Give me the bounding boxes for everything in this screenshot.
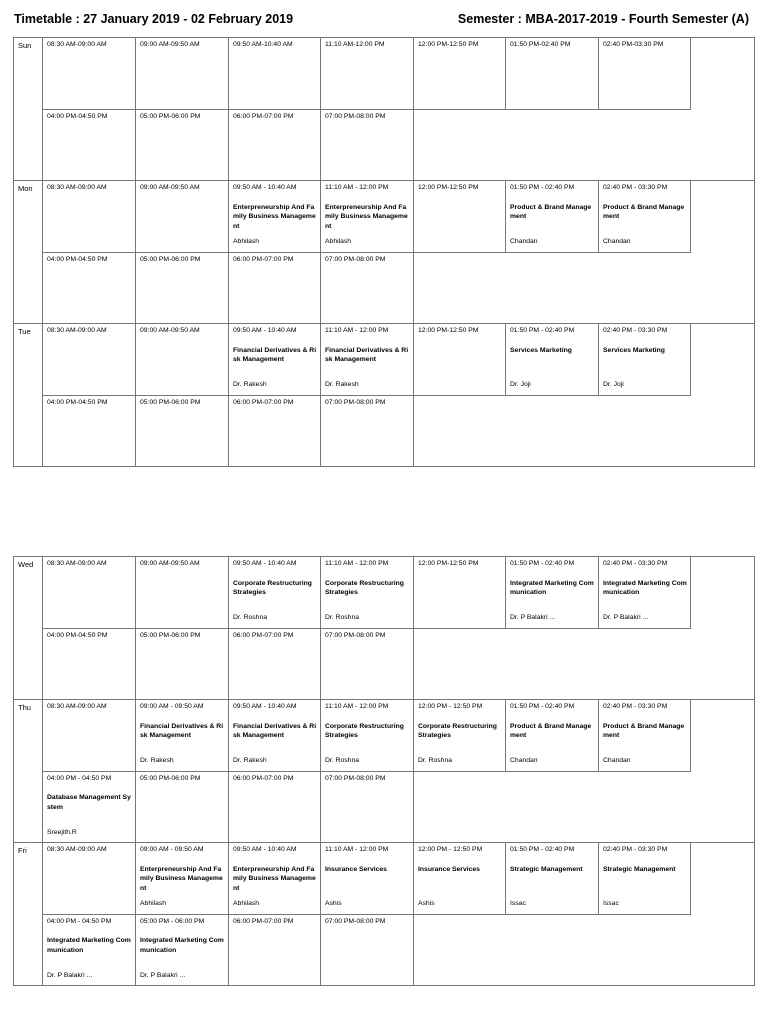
teacher-name: Dr. Joji <box>510 381 531 388</box>
grid-line <box>413 252 414 325</box>
class-slot <box>510 845 595 913</box>
semester-title: Semester : MBA-2017-2019 - Fourth Semester (A) <box>457 12 749 26</box>
grid-line <box>598 37 599 110</box>
time-slot <box>325 917 410 985</box>
grid-line <box>135 323 136 396</box>
slot-time: 12:00 PM-12:50 PM <box>418 327 479 334</box>
grid-line <box>135 37 136 110</box>
grid-line <box>320 109 321 182</box>
class-slot <box>325 845 410 913</box>
teacher-name: Dr. Rakesh <box>325 381 359 388</box>
slot-time: 12:00 PM - 12:50 PM <box>418 846 483 853</box>
subject-name: Services Marketing <box>603 346 665 354</box>
grid-line <box>13 556 14 986</box>
grid-line <box>320 842 321 915</box>
subject-name: Insurance Services <box>418 865 480 873</box>
teacher-name: Dr. P Balakri ... <box>140 971 186 979</box>
slot-time: 09:50 AM - 10:40 AM <box>233 184 297 191</box>
grid-line <box>598 323 599 396</box>
grid-line <box>135 771 136 844</box>
slot-time: 07:00 PM-08:00 PM <box>325 631 386 639</box>
grid-line <box>42 252 691 253</box>
slot-time: 12:00 PM-12:50 PM <box>418 184 479 191</box>
time-slot <box>47 398 132 466</box>
slot-time: 11:10 AM - 12:00 PM <box>325 327 389 334</box>
grid-line <box>228 37 229 110</box>
time-slot <box>47 255 132 323</box>
slot-time: 07:00 PM-08:00 PM <box>325 255 386 263</box>
grid-line <box>13 556 755 557</box>
slot-time: 09:50 AM - 10:40 AM <box>233 846 297 853</box>
slot-time: 02:40 PM - 03:30 PM <box>603 327 668 334</box>
time-slot <box>140 398 225 466</box>
teacher-name: Issac <box>510 900 526 907</box>
slot-time: 11:10 AM - 12:00 PM <box>325 560 389 567</box>
slot-time: 01:50 PM - 02:40 PM <box>510 703 575 710</box>
time-slot <box>140 40 225 108</box>
time-slot <box>140 112 225 180</box>
slot-time: 11:10 AM-12:00 PM <box>325 41 385 48</box>
time-slot <box>47 631 132 699</box>
class-slot <box>140 917 225 985</box>
grid-line <box>228 771 229 844</box>
grid-line <box>13 699 755 700</box>
slot-time: 11:10 AM - 12:00 PM <box>325 703 389 710</box>
slot-time: 09:00 AM - 09:50 AM <box>140 846 204 853</box>
subject-name: Corporate Restructuring Strategies <box>233 579 312 596</box>
slot-time: 11:10 AM - 12:00 PM <box>325 184 389 191</box>
grid-line <box>505 842 506 915</box>
time-slot <box>603 40 687 108</box>
time-slot <box>47 183 132 251</box>
teacher-name: Dr. Rakesh <box>233 381 267 388</box>
time-slot <box>233 631 317 699</box>
slot-time: 08:30 AM-09:00 AM <box>47 327 107 334</box>
slot-time: 02:40 PM - 03:30 PM <box>603 184 668 191</box>
grid-line <box>228 628 229 701</box>
class-slot <box>510 183 595 251</box>
slot-time: 08:30 AM-09:00 AM <box>47 560 107 567</box>
teacher-name: Dr. P Balakri ... <box>603 614 649 621</box>
slot-time: 04:00 PM-04:50 PM <box>47 631 108 639</box>
subject-name: Services Marketing <box>510 346 572 354</box>
grid-line <box>228 109 229 182</box>
class-slot <box>140 702 225 770</box>
subject-name: Financial Derivatives & Risk Management <box>325 346 409 363</box>
slot-time: 06:00 PM-07:00 PM <box>233 255 294 263</box>
subject-name: Corporate Restructuring Strategies <box>418 722 497 739</box>
time-slot <box>233 112 317 180</box>
time-slot <box>233 917 317 985</box>
grid-line <box>413 556 414 629</box>
grid-line <box>413 628 414 701</box>
subject-name: Product & Brand Management <box>510 203 592 220</box>
grid-line <box>135 556 136 629</box>
class-slot <box>325 183 410 251</box>
grid-line <box>754 556 755 986</box>
subject-name: Integrated Marketing Communication <box>140 937 224 954</box>
grid-line <box>135 699 136 772</box>
slot-time: 04:00 PM-04:50 PM <box>47 112 108 120</box>
grid-line <box>228 699 229 772</box>
time-slot <box>325 398 410 466</box>
time-slot <box>47 702 132 770</box>
slot-time: 01:50 PM - 02:40 PM <box>510 846 575 853</box>
grid-line <box>13 842 755 843</box>
slot-time: 08:30 AM-09:00 AM <box>47 703 107 710</box>
subject-name: Enterpreneurship And Family Business Management <box>233 865 316 892</box>
grid-line <box>505 323 506 396</box>
teacher-name: Dr. Roshna <box>233 614 268 621</box>
time-slot <box>140 774 225 842</box>
grid-line <box>228 556 229 629</box>
grid-line <box>690 180 691 253</box>
teacher-name: Abhilash <box>325 238 352 245</box>
grid-line <box>228 914 229 987</box>
grid-line <box>505 699 506 772</box>
grid-line <box>13 37 14 467</box>
grid-line <box>690 37 691 110</box>
time-slot <box>418 326 502 394</box>
time-slot <box>233 40 317 108</box>
day-label: Sun <box>18 41 32 50</box>
teacher-name: Dr. Roshna <box>325 614 360 621</box>
class-slot <box>603 702 687 770</box>
time-slot <box>418 183 502 251</box>
grid-line <box>598 180 599 253</box>
class-slot <box>603 559 687 627</box>
grid-line <box>598 556 599 629</box>
teacher-name: Chandan <box>510 238 538 245</box>
teacher-name: Dr. P Balakri ... <box>47 971 93 979</box>
day-label: Tue <box>18 327 31 336</box>
slot-time: 09:50 AM-10:40 AM <box>233 41 293 48</box>
time-slot <box>47 559 132 627</box>
class-slot <box>233 326 317 394</box>
grid-line <box>413 180 414 253</box>
slot-time: 09:50 AM - 10:40 AM <box>233 327 297 334</box>
day-label: Thu <box>18 703 31 712</box>
teacher-name: Dr. Joji <box>603 381 624 388</box>
teacher-name: Ashis <box>325 900 342 907</box>
slot-time: 05:00 PM-06:00 PM <box>140 774 201 782</box>
slot-time: 09:00 AM-09:50 AM <box>140 184 200 191</box>
time-slot <box>140 183 225 251</box>
grid-line <box>42 628 691 629</box>
class-slot <box>233 183 317 251</box>
teacher-name: Sreejith.R <box>47 828 77 836</box>
grid-line <box>135 252 136 325</box>
time-slot <box>233 255 317 323</box>
time-slot <box>325 112 410 180</box>
slot-time: 12:00 PM - 12:50 PM <box>418 703 483 710</box>
subject-name: Enterpreneurship And Family Business Management <box>140 865 223 892</box>
slot-time: 07:00 PM-08:00 PM <box>325 112 386 120</box>
time-slot <box>140 326 225 394</box>
slot-time: 02:40 PM - 03:30 PM <box>603 703 668 710</box>
subject-name: Financial Derivatives & Risk Management <box>140 722 224 739</box>
slot-time: 05:00 PM-06:00 PM <box>140 112 201 120</box>
day-label: Mon <box>18 184 33 193</box>
grid-line <box>228 252 229 325</box>
grid-line <box>320 771 321 844</box>
slot-time: 11:10 AM - 12:00 PM <box>325 846 389 853</box>
time-slot <box>233 774 317 842</box>
grid-line <box>690 323 691 396</box>
subject-name: Integrated Marketing Communication <box>603 579 687 596</box>
slot-time: 06:00 PM-07:00 PM <box>233 398 294 406</box>
subject-name: Strategic Management <box>603 865 676 873</box>
time-slot <box>325 631 410 699</box>
slot-time: 04:00 PM-04:50 PM <box>47 255 108 263</box>
grid-line <box>228 395 229 468</box>
subject-name: Product & Brand Management <box>510 722 592 739</box>
slot-time: 05:00 PM-06:00 PM <box>140 255 201 263</box>
subject-name: Integrated Marketing Communication <box>510 579 594 596</box>
class-slot <box>510 326 595 394</box>
grid-line <box>320 914 321 987</box>
time-slot <box>325 774 410 842</box>
slot-time: 09:00 AM-09:50 AM <box>140 41 200 48</box>
slot-time: 08:30 AM-09:00 AM <box>47 184 107 191</box>
class-slot <box>325 559 410 627</box>
class-slot <box>233 559 317 627</box>
slot-time: 09:50 AM - 10:40 AM <box>233 560 297 567</box>
grid-line <box>135 109 136 182</box>
grid-line <box>320 395 321 468</box>
time-slot <box>325 40 410 108</box>
teacher-name: Dr. P Balakri ... <box>510 614 556 621</box>
class-slot <box>233 702 317 770</box>
time-slot <box>233 398 317 466</box>
teacher-name: Chandan <box>603 238 631 245</box>
class-slot <box>418 845 502 913</box>
time-slot <box>418 40 502 108</box>
grid-line <box>320 323 321 396</box>
slot-time: 08:30 AM-09:00 AM <box>47 846 107 853</box>
teacher-name: Dr. Rakesh <box>233 757 267 764</box>
grid-line <box>13 323 755 324</box>
class-slot <box>418 702 502 770</box>
subject-name: Enterpreneurship And Family Business Management <box>233 203 316 230</box>
time-slot <box>325 255 410 323</box>
slot-time: 05:00 PM-06:00 PM <box>140 398 201 406</box>
grid-line <box>320 180 321 253</box>
teacher-name: Abhilash <box>233 900 260 907</box>
grid-line <box>505 180 506 253</box>
subject-name: Database Management System <box>47 794 131 811</box>
subject-name: Insurance Services <box>325 865 387 873</box>
class-slot <box>233 845 317 913</box>
slot-time: 12:00 PM-12:50 PM <box>418 560 479 567</box>
grid-line <box>598 842 599 915</box>
grid-line <box>42 109 691 110</box>
slot-time: 04:00 PM - 04:50 PM <box>47 774 112 782</box>
grid-line <box>42 771 691 772</box>
slot-time: 09:00 AM - 09:50 AM <box>140 703 204 710</box>
teacher-name: Abhilash <box>140 900 167 907</box>
grid-line <box>228 842 229 915</box>
time-slot <box>47 845 132 913</box>
grid-line <box>320 252 321 325</box>
slot-time: 05:00 PM - 06:00 PM <box>140 917 205 925</box>
subject-name: Product & Brand Management <box>603 722 685 739</box>
grid-line <box>135 842 136 915</box>
grid-line <box>320 37 321 110</box>
subject-name: Product & Brand Management <box>603 203 685 220</box>
grid-line <box>413 109 414 182</box>
slot-time: 07:00 PM-08:00 PM <box>325 774 386 782</box>
class-slot <box>510 559 595 627</box>
slot-time: 02:40 PM - 03:30 PM <box>603 560 668 567</box>
class-slot <box>325 702 410 770</box>
grid-line <box>690 842 691 915</box>
teacher-name: Chandan <box>603 757 631 764</box>
time-slot <box>140 559 225 627</box>
class-slot <box>140 845 225 913</box>
teacher-name: Dr. Roshna <box>325 757 360 764</box>
slot-time: 04:00 PM - 04:50 PM <box>47 917 112 925</box>
grid-line <box>228 323 229 396</box>
time-slot <box>140 255 225 323</box>
time-slot <box>510 40 595 108</box>
grid-line <box>42 914 691 915</box>
slot-time: 02:40 PM - 03:30 PM <box>603 846 668 853</box>
grid-line <box>135 628 136 701</box>
day-label: Fri <box>18 846 27 855</box>
grid-line <box>135 395 136 468</box>
slot-time: 01:50 PM - 02:40 PM <box>510 184 575 191</box>
slot-time: 06:00 PM-07:00 PM <box>233 917 294 925</box>
grid-line <box>413 37 414 110</box>
grid-line <box>135 180 136 253</box>
teacher-name: Dr. Rakesh <box>140 757 174 764</box>
time-slot <box>47 112 132 180</box>
slot-time: 12:00 PM-12:50 PM <box>418 41 479 48</box>
time-slot <box>47 326 132 394</box>
slot-time: 01:50 PM-02:40 PM <box>510 41 571 48</box>
slot-time: 06:00 PM-07:00 PM <box>233 631 294 639</box>
day-label: Wed <box>18 560 34 569</box>
subject-name: Financial Derivatives & Risk Management <box>233 722 317 739</box>
teacher-name: Issac <box>603 900 619 907</box>
grid-line <box>505 37 506 110</box>
class-slot <box>325 326 410 394</box>
grid-line <box>505 556 506 629</box>
subject-name: Corporate Restructuring Strategies <box>325 722 404 739</box>
slot-time: 06:00 PM-07:00 PM <box>233 112 294 120</box>
slot-time: 01:50 PM - 02:40 PM <box>510 560 575 567</box>
grid-line <box>413 323 414 396</box>
grid-line <box>754 37 755 467</box>
grid-line <box>413 771 414 844</box>
timetable-title: Timetable : 27 January 2019 - 02 February 2019 <box>14 12 294 26</box>
class-slot <box>603 845 687 913</box>
grid-line <box>13 37 755 38</box>
slot-time: 07:00 PM-08:00 PM <box>325 398 386 406</box>
class-slot <box>47 917 132 985</box>
teacher-name: Chandan <box>510 757 538 764</box>
grid-line <box>690 556 691 629</box>
slot-time: 08:30 AM-09:00 AM <box>47 41 107 48</box>
subject-name: Strategic Management <box>510 865 583 873</box>
class-slot <box>47 774 132 842</box>
time-slot <box>47 40 132 108</box>
time-slot <box>140 631 225 699</box>
slot-time: 07:00 PM-08:00 PM <box>325 917 386 925</box>
grid-line <box>690 699 691 772</box>
slot-time: 09:50 AM - 10:40 AM <box>233 703 297 710</box>
slot-time: 06:00 PM-07:00 PM <box>233 774 294 782</box>
grid-line <box>413 842 414 915</box>
slot-time: 02:40 PM-03:30 PM <box>603 41 664 48</box>
teacher-name: Ashis <box>418 900 435 907</box>
class-slot <box>603 183 687 251</box>
subject-name: Enterpreneurship And Family Business Management <box>325 203 408 230</box>
grid-line <box>135 914 136 987</box>
grid-line <box>413 699 414 772</box>
grid-line <box>413 914 414 987</box>
class-slot <box>510 702 595 770</box>
teacher-name: Abhilash <box>233 238 260 245</box>
slot-time: 09:00 AM-09:50 AM <box>140 327 200 334</box>
grid-line <box>598 699 599 772</box>
grid-line <box>42 395 691 396</box>
grid-line <box>320 699 321 772</box>
teacher-name: Dr. Roshna <box>418 757 453 764</box>
grid-line <box>228 180 229 253</box>
grid-line <box>13 180 755 181</box>
subject-name: Integrated Marketing Communication <box>47 937 131 954</box>
grid-line <box>320 556 321 629</box>
time-slot <box>418 559 502 627</box>
slot-time: 05:00 PM-06:00 PM <box>140 631 201 639</box>
slot-time: 09:00 AM-09:50 AM <box>140 560 200 567</box>
subject-name: Corporate Restructuring Strategies <box>325 579 404 596</box>
slot-time: 01:50 PM - 02:40 PM <box>510 327 575 334</box>
class-slot <box>603 326 687 394</box>
slot-time: 04:00 PM-04:50 PM <box>47 398 108 406</box>
grid-line <box>413 395 414 468</box>
grid-line <box>320 628 321 701</box>
subject-name: Financial Derivatives & Risk Management <box>233 346 317 363</box>
